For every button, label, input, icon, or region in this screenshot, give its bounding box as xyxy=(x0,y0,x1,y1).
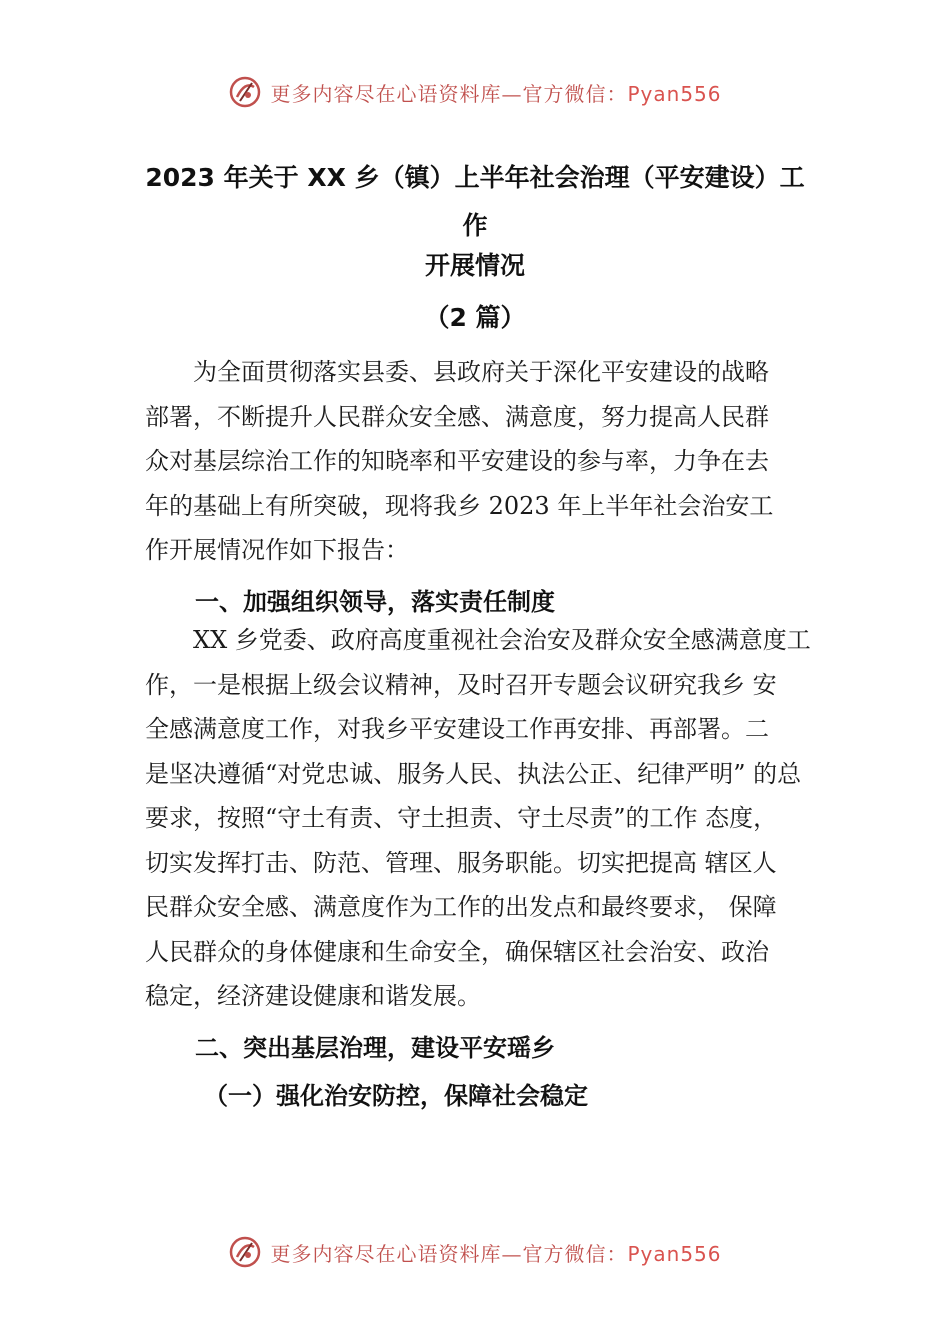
footer-watermark xyxy=(0,1232,950,1272)
section1-line: 作，一是根据上级会议精神，及时召开专题会议研究我乡 安 xyxy=(145,670,777,699)
intro-line: 年的基础上有所突破，现将我乡 2023 年上半年社会治安工 xyxy=(145,491,774,520)
section1-line: 要求，按照“守土有责、守土担责、守土尽责”的工作 态度， xyxy=(145,804,778,832)
watermark-text: 更多内容尽在心语资料库—官方微信：Pyan556 xyxy=(270,1241,722,1266)
section1-line: 民群众安全感、满意度作为工作的出发点和最终要求， 保障 xyxy=(145,893,777,921)
section1-paragraph xyxy=(145,618,835,1019)
section-heading-1: 一、加强组织领导，落实责任制度 xyxy=(195,588,555,616)
intro-line: 众对基层综治工作的知晓率和平安建设的参与率，力争在去 xyxy=(145,447,769,475)
document-title-line1: 2023 年关于 XX 乡（镇）上半年社会治理（平安建设）工 xyxy=(145,163,805,192)
watermark-text: 更多内容尽在心语资料库—官方微信：Pyan556 xyxy=(270,81,722,106)
section1-line: XX 乡党委、政府高度重视社会治安及群众安全感满意度工 xyxy=(145,626,811,654)
intro-paragraph xyxy=(145,350,835,573)
intro-line: 为全面贯彻落实县委、县政府关于深化平安建设的战略 xyxy=(145,358,769,386)
intro-line: 部署，不断提升人民群众安全感、满意度，努力提高人民群 xyxy=(145,402,769,431)
section1-line: 全感满意度工作，对我乡平安建设工作再安排、再部署。二 xyxy=(145,715,769,743)
document-title-line3: 开展情况 xyxy=(424,251,525,280)
document-title-line2: 作 xyxy=(462,211,488,240)
brand-logo-icon xyxy=(228,75,262,109)
subsection-heading-1: （一）强化治安防控，保障社会稳定 xyxy=(204,1082,588,1110)
document-title-count: （2 篇） xyxy=(424,303,526,332)
brand-logo-icon xyxy=(228,1235,262,1269)
section1-line: 是坚决遵循“对党忠诚、服务人民、执法公正、纪律严明” 的总 xyxy=(145,759,802,788)
section-heading-2: 二、突出基层治理，建设平安瑶乡 xyxy=(195,1034,555,1062)
section1-line: 切实发挥打击、防范、管理、服务职能。切实把提高 辖区人 xyxy=(145,848,777,877)
intro-line: 作开展情况作如下报告： xyxy=(145,536,409,564)
section1-line: 稳定，经济建设健康和谐发展。 xyxy=(145,982,481,1010)
section1-line: 人民群众的身体健康和生命安全，确保辖区社会治安、政治 xyxy=(145,937,769,966)
header-watermark xyxy=(0,72,950,112)
